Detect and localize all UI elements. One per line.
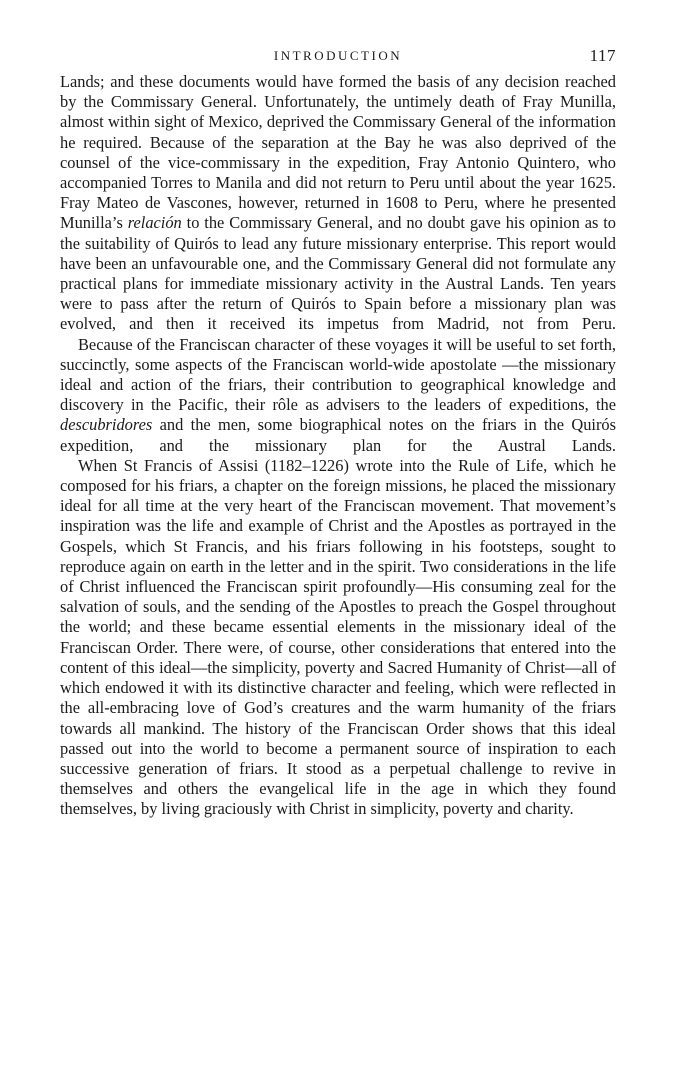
paragraph-3-text: When St Francis of Assisi (1182–1226) wrote into the Rule of Life, which he composed for his friars, a chapter on the foreign missions, he placed the missionary ideal for all time at the very heart of the Franciscan movement. That movement’s inspiration was the life and example of Christ and the Apostles as portrayed in the Gospels, which St Francis, and his friars following in his footsteps, sought to reproduce again on earth in the letter and in the spirit. Two considerations in the life of Christ influenced the Franciscan spirit profoundly—His consuming zeal for the salvation of souls, and the sending of the Apostles to preach the Gospel throughout the world; and these became essential elements in the missionary ideal of the Franciscan Order. There were, of course, other considerations that entered into the content of this ideal—the simplicity, poverty and Sacred Humanity of Christ—all of which endowed it with its distinctive character and feeling, which were reflected in the all-embracing love of God’s creatures and the warm humanity of the friars towards all mankind. The history of the Franciscan Order shows that this ideal passed out into the world to become a permanent source of inspiration to each successive generation of friars. It stood as a perpetual challenge to revive in themselves and others the evangelical life in the age in which they found themselves, by living graciously with Christ in simplicity, poverty and charity. — [60, 455, 616, 819]
paragraph-2 — [60, 335, 616, 456]
paragraph-1-text-a: Lands; and these documents would have formed the basis of any decision reached by the Commissary General. Unfortunately, the untimely death of Fray Munilla, almost within sight of Mexico, deprived the Commissary General of the information he required. Because of the separation at the Bay he was also deprived of the counsel of the vice-commissary in the expedition, Fray Antonio Quintero, who accompanied Torres to Manila and did not return to Peru until about the year 1625. Fray Mateo de Vascones, however, returned in 1608 to Peru, where he presented Munilla’s — [60, 72, 616, 233]
book-page — [60, 40, 616, 820]
running-title: INTRODUCTION — [273, 48, 403, 63]
body-text — [60, 72, 616, 820]
paragraph-1 — [60, 72, 616, 335]
paragraph-2-italic-term: descubridores — [60, 415, 153, 435]
paragraph-1-italic-term: relación — [127, 213, 182, 233]
paragraph-2-text-b: and the men, some biographical notes on the friars in the Quirós expedition, and the missionary plan for the Austral Lands. — [60, 415, 616, 455]
paragraph-3 — [60, 456, 616, 820]
paragraph-1-text-b: to the Commissary General, and no doubt gave his opinion as to the suitability of Quirós to lead any future missionary enterprise. This report would have been an unfavourable one, and the Commissary General did not formulate any practical plans for immediate missionary activity in the Austral Lands. Ten years were to pass after the return of Quirós to Spain before a missionary plan was evolved, and then it received its impetus from Madrid, not from Peru. — [60, 213, 616, 334]
page-number: 117 — [589, 46, 616, 65]
paragraph-2-text-a: Because of the Franciscan character of these voyages it will be useful to set forth, succinctly, some aspects of the Franciscan world-wide apostolate —the missionary ideal and action of the friars, their contribution to geographical knowledge and discovery in the Pacific, their rôle as advisers to the leaders of expeditions, the — [60, 334, 616, 415]
running-head — [60, 40, 616, 66]
